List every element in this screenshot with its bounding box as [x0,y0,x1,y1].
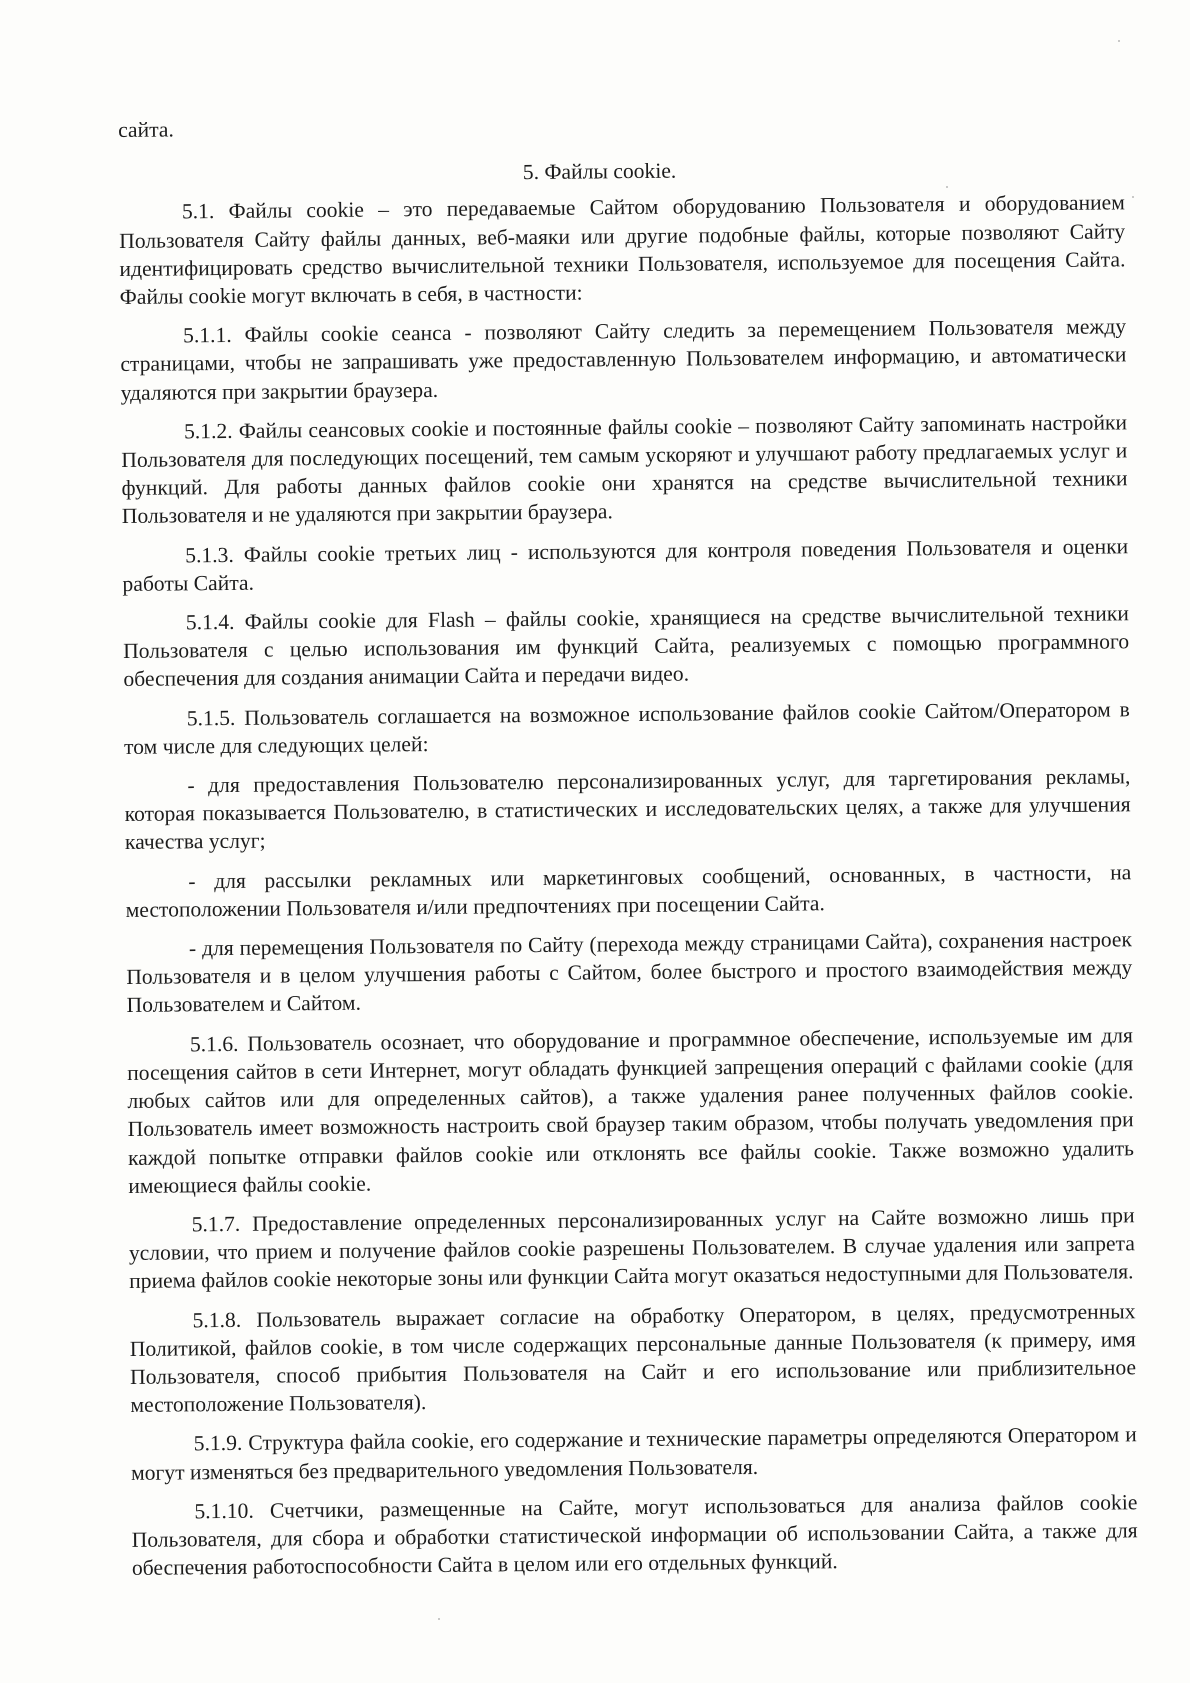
scan-speck [438,1618,440,1620]
bullet-personalized-services: - для предоставления Пользователю персонализированных услуг, для таргетирования рекламы, которая показывается Пользователю, в статистических и исследовательских целях, а также для улучшения качества услуг; [124,764,1131,855]
paragraph-5-1-5: 5.1.5. Пользователь соглашается на возможное использование файлов cookie Сайтом/Оператором в том числе для следующих целей: [123,696,1130,759]
section-title: 5. Файлы cookie. [522,158,677,185]
paragraph-5-1-8: 5.1.8. Пользователь выражает согласие на обработку Оператором, в целях, предусмотренных Политикой, файлов cookie, в том числе содержащих персональные данные Пользователя (к примеру, имя Пользователя, способ прибытия Пользователя на Сайт и его использование или приблизительное местоположение Пользователя). [129,1298,1137,1418]
paragraph-5-1-2: 5.1.2. Файлы сеансовых cookie и постоянные файлы cookie – позволяют Сайту запоминать настройки Пользователя для последующих посещений, тем самым ускоряют и улучшают работу предлагаемых услуг и функций. Для работы данных файлов cookie они хранятся на средстве вычислительной техники Пользователя и не удаляются при закрытии браузера. [121,410,1128,529]
carryover-text: сайта. [118,117,174,142]
scan-speck [1118,40,1120,42]
paragraph-5-1: 5.1. Файлы cookie – это передаваемые Сайтом оборудованию Пользователя и оборудованием Пользователя Сайту файлы данных, веб-маяки или другие подобные файлы, которые позволяют Сайту идентифицировать средство вычислительной техники Пользователя, используемое для посещения Сайта. Файлы cookie могут включать в себя, в частности: [119,190,1126,310]
paragraph-5-1-9: 5.1.9. Структура файла cookie, его содержание и технические параметры определяются Оператором и могут изменяться без предварительного уведомления Пользователя. [130,1422,1137,1485]
bullet-site-navigation: - для перемещения Пользователя по Сайту (перехода между страницами Сайта), сохранения настроек Пользователя и в целом улучшения работы с Сайтом, более быстрого и простого взаимодействия между Пользователем и Сайтом. [126,927,1133,1018]
page-content [118,106,1138,1593]
paragraph-5-1-1: 5.1.1. Файлы cookie сеанса - позволяют Сайту следить за перемещением Пользователя между страницами, чтобы не запрашивать уже предоставленную Пользователем информацию, и автоматически удаляются при закрытии браузера. [120,314,1127,405]
scan-speck [946,186,948,188]
paragraph-5-1-4: 5.1.4. Файлы cookie для Flash – файлы cookie, хранящиеся на средстве вычислительной техники Пользователя с целью использования им функций Сайта, реализуемых с помощью программного обеспечения для создания анимации Сайта и передачи видео. [123,601,1130,692]
scan-speck [1132,196,1134,198]
paragraph-5-1-7: 5.1.7. Предоставление определенных персонализированных услуг на Сайте возможно лишь при условии, что прием и получение файлов cookie разрешены Пользователем. В случае удаления или запрета приема файлов cookie некоторые зоны или функции Сайта могут оказаться недоступными для Пользователя. [128,1203,1135,1294]
paragraph-5-1-3: 5.1.3. Файлы cookie третьих лиц - используются для контроля поведения Пользователя и оценки работы Сайта. [122,533,1129,596]
paragraph-5-1-10: 5.1.10. Счетчики, размещенные на Сайте, могут использоваться для анализа файлов cookie Пользователя, для сбора и обработки статистической информации об использовании Сайта, а также для обеспечения работоспособности Сайта в целом или его отдельных функций. [131,1490,1138,1581]
bullet-advertising-mailing: - для рассылки рекламных или маркетинговых сообщений, основанных, в частности, на местоположении Пользователя и/или предпочтениях при посещении Сайта. [125,859,1132,922]
paragraph-5-1-6: 5.1.6. Пользователь осознает, что оборудование и программное обеспечение, используемые им для посещения сайтов в сети Интернет, могут обладать функцией запрещения операций с файлами cookie (для любых сайтов или для определенных сайтов), а также удаления ранее полученных файлов cookie. Пользователь имеет возможность настроить свой браузер таким образом, чтобы получать уведомления при каждой попытке отправки файлов cookie или отклонять все файлы cookie. Также возможно удалить имеющиеся файлы cookie. [127,1022,1135,1198]
